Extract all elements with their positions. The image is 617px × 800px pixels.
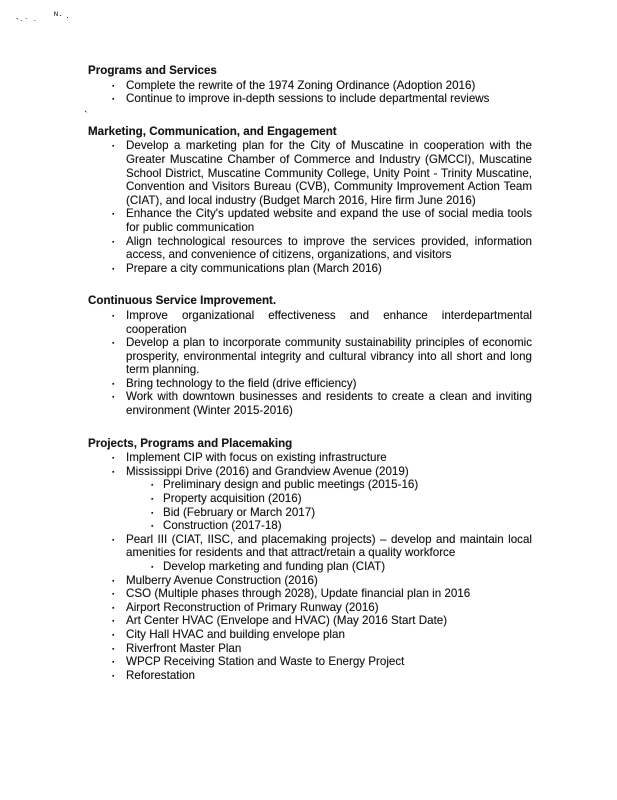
bullet-text: Airport Reconstruction of Primary Runway (2016) <box>126 600 379 614</box>
document-section <box>88 294 532 417</box>
bullet-icon: ▪ <box>112 82 115 90</box>
bullet-text: CSO (Multiple phases through 2028), Update financial plan in 2016 <box>126 587 471 601</box>
bullet-text: Construction (2017-18) <box>163 519 282 533</box>
section-heading: Projects, Programs and Placemaking <box>88 436 293 450</box>
bullet-item <box>88 262 532 276</box>
bullet-text: Art Center HVAC (Envelope and HVAC) (May 2016 Start Date) <box>126 614 448 628</box>
bullet-item <box>88 492 532 506</box>
document-section <box>88 437 532 683</box>
bullet-text: Develop a marketing plan for the City of Muscatine in cooperation with the Greater Muscatine Chamber of Commerce and Industry (GMCCI), Muscatine School District, Muscatine Community College, Unity Point - Trinity Muscatine, Convention and Visitors Bureau (CVB), Community Improvement Action Team (CIAT), and local industry (Budget March 2016, Hire firm June 2016) <box>126 139 532 207</box>
bullet-item <box>88 587 532 601</box>
bullet-icon: ▪ <box>112 238 115 246</box>
section-heading: Marketing, Communication, and Engagement <box>88 124 337 138</box>
scan-artifact: ` <box>84 110 88 122</box>
bullet-icon: ▪ <box>151 496 154 504</box>
bullet-item <box>88 390 532 417</box>
bullet-text: Property acquisition (2016) <box>163 492 302 506</box>
bullet-item <box>88 574 532 588</box>
bullet-text: Implement CIP with focus on existing infrastructure <box>126 451 387 465</box>
bullet-icon: ▪ <box>112 577 115 585</box>
bullet-item <box>88 377 532 391</box>
bullet-item <box>88 642 532 656</box>
scan-artifact: -.· . <box>16 14 38 23</box>
bullet-item <box>88 207 532 234</box>
section-heading: Continuous Service Improvement. <box>88 294 277 308</box>
section-heading: Programs and Services <box>88 64 217 77</box>
bullet-text: Develop a plan to incorporate community sustainability principles of economic prosperity, environmental integrity and cultural vibrancy into all short and long term planning. <box>126 336 532 377</box>
bullet-icon: ▪ <box>112 96 115 104</box>
bullet-icon: ▪ <box>112 394 115 402</box>
bullet-icon: ▪ <box>112 211 115 219</box>
bullet-text: City Hall HVAC and building envelope plan <box>126 627 345 641</box>
bullet-item <box>88 79 532 93</box>
bullet-text: Enhance the City's updated website and expand the use of social media tools for public communication <box>126 207 532 234</box>
bullet-text: Mississippi Drive (2016) and Grandview Avenue (2019) <box>126 464 409 478</box>
bullet-icon: ▪ <box>112 265 115 273</box>
bullet-icon: ▪ <box>112 536 115 544</box>
bullet-icon: ▪ <box>112 604 115 612</box>
bullet-text: Complete the rewrite of the 1974 Zoning Ordinance (Adoption 2016) <box>126 78 476 92</box>
document-section <box>88 125 532 276</box>
bullet-item <box>88 519 532 533</box>
bullet-text: Continue to improve in-depth sessions to include departmental reviews <box>126 92 490 106</box>
bullet-text: Prepare a city communications plan (March 2016) <box>126 261 382 275</box>
bullet-item <box>88 451 532 465</box>
bullet-icon: ▪ <box>112 591 115 599</box>
bullet-text: Riverfront Master Plan <box>126 641 242 655</box>
bullet-icon: ▪ <box>112 312 115 320</box>
bullet-text: Work with downtown businesses and residents to create a clean and inviting environment (Winter 2015-2016) <box>126 390 532 418</box>
bullet-text: Improve organizational effectiveness and enhance interdepartmental cooperation <box>126 308 532 336</box>
bullet-text: Mulberry Avenue Construction (2016) <box>126 573 318 587</box>
bullet-icon: ▪ <box>112 618 115 626</box>
bullet-text: Bid (February or March 2017) <box>163 505 316 519</box>
bullet-text: Bring technology to the field (drive efficiency) <box>126 376 357 390</box>
bullet-text: WPCP Receiving Station and Waste to Energy Project <box>126 655 405 669</box>
bullet-icon: ▪ <box>112 380 115 388</box>
bullet-item <box>88 336 532 377</box>
bullet-item <box>88 478 532 492</box>
document-section <box>88 64 532 106</box>
bullet-item <box>88 669 532 683</box>
scan-artifact: ᴺ· . <box>54 10 70 20</box>
bullet-icon: ▪ <box>151 482 154 490</box>
bullet-item <box>88 235 532 262</box>
bullet-item <box>88 655 532 669</box>
bullet-text: Align technological resources to improve the services provided, information access, and convenience of citizens, organizations, and visitors <box>126 234 532 262</box>
bullet-item <box>88 601 532 615</box>
bullet-text: Preliminary design and public meetings (2015-16) <box>163 478 419 492</box>
bullet-icon: ▪ <box>112 340 115 348</box>
bullet-icon: ▪ <box>112 143 115 151</box>
bullet-icon: ▪ <box>112 468 115 476</box>
bullet-item <box>88 92 532 106</box>
bullet-icon: ▪ <box>151 509 154 517</box>
bullet-item <box>88 533 532 560</box>
bullet-item <box>88 465 532 479</box>
bullet-item <box>88 309 532 336</box>
bullet-icon: ▪ <box>112 645 115 653</box>
bullet-text: Reforestation <box>126 668 195 682</box>
document-body <box>88 64 532 701</box>
bullet-icon: ▪ <box>112 659 115 667</box>
bullet-icon: ▪ <box>112 631 115 639</box>
bullet-item <box>88 614 532 628</box>
bullet-item <box>88 560 532 574</box>
bullet-text: Pearl III (CIAT, IISC, and placemaking projects) – develop and maintain local amenities for residents and that attract/retain a quality workforce <box>126 532 532 560</box>
bullet-icon: ▪ <box>112 672 115 680</box>
bullet-icon: ▪ <box>151 523 154 531</box>
bullet-item <box>88 506 532 520</box>
bullet-item <box>88 628 532 642</box>
bullet-item <box>88 139 532 207</box>
bullet-icon: ▪ <box>112 455 115 463</box>
bullet-icon: ▪ <box>151 564 154 571</box>
bullet-text: Develop marketing and funding plan (CIAT) <box>163 560 386 573</box>
